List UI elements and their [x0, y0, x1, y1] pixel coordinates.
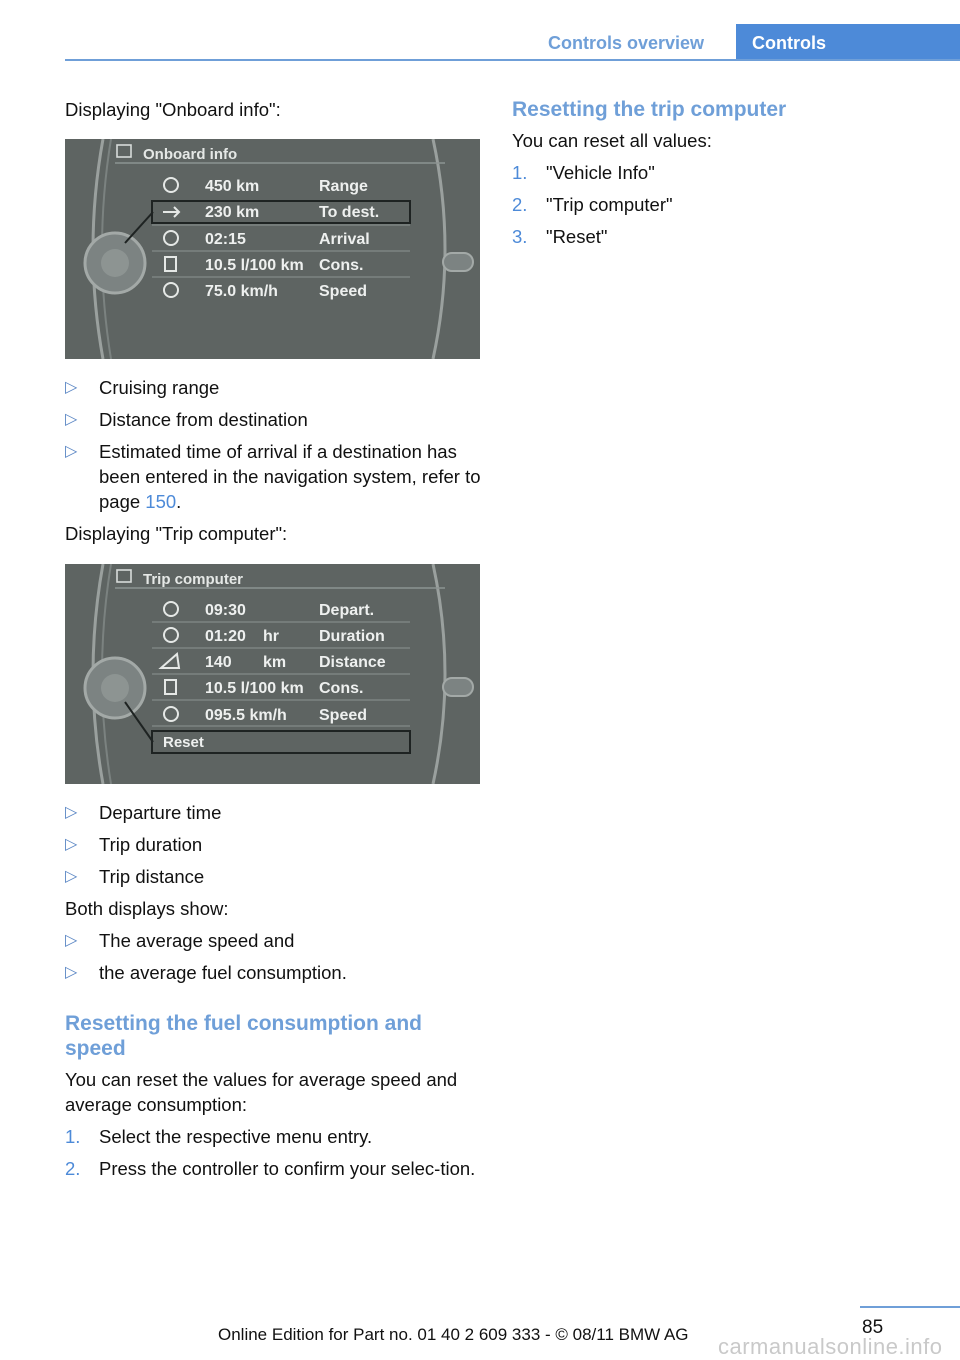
triangle-bullet-icon: ▷ [65, 804, 78, 821]
list-item: ▷ Trip distance [65, 866, 205, 887]
svg-text:Speed: Speed [319, 707, 368, 724]
svg-text:01:20: 01:20 [205, 628, 246, 645]
list-item: ▷ Departure time [65, 802, 222, 823]
list-item: ▷ Cruising range [65, 377, 220, 398]
svg-text:km: km [263, 654, 287, 671]
svg-text:10.5 l/100 km: 10.5 l/100 km [205, 680, 304, 697]
both-displays-text: Both displays show: [65, 898, 229, 919]
intro-onboard: Displaying "Onboard info": [65, 99, 281, 120]
svg-text:Speed: Speed [319, 283, 368, 300]
header-tab-controls[interactable]: Controls [736, 24, 960, 61]
footer-rule [860, 1306, 960, 1308]
trip-computer-screenshot [65, 564, 480, 784]
heading-reset-trip: Resetting the trip computer [512, 98, 787, 121]
svg-text:Depart.: Depart. [319, 602, 375, 619]
triangle-bullet-icon: ▷ [65, 379, 78, 396]
svg-text:10.5 l/100 km: 10.5 l/100 km [205, 257, 304, 274]
svg-text:75.0 km/h: 75.0 km/h [205, 283, 278, 300]
step-item: 1. "Vehicle Info" [512, 162, 655, 183]
page-reference-link[interactable]: 150 [145, 491, 177, 512]
step-item: 3. "Reset" [512, 226, 608, 247]
triangle-bullet-icon: ▷ [65, 868, 78, 885]
right-column [512, 97, 932, 249]
left-column-top [65, 97, 485, 122]
svg-text:095.5 km/h: 095.5 km/h [205, 707, 287, 724]
onboard-screen-title: Onboard info [143, 146, 238, 163]
step-item: 1. Select the respective menu entry. [65, 1126, 373, 1147]
triangle-bullet-icon: ▷ [65, 836, 78, 853]
triangle-bullet-icon: ▷ [65, 964, 78, 981]
svg-text:230 km: 230 km [205, 204, 260, 221]
trip-reset-entry: Reset [163, 734, 204, 751]
svg-text:To dest.: To dest. [319, 204, 380, 221]
list-item: ▷ Distance from destination [65, 409, 308, 430]
edition-text: Online Edition for Part no. 01 40 2 609 333 - © 08/11 BMW AG [218, 1325, 689, 1344]
step-item: 2. "Trip computer" [512, 194, 673, 215]
heading-reset-fuel: Resetting the fuel consumption and speed [65, 1012, 423, 1060]
list-item: ▷ the average fuel consumption. [65, 962, 347, 983]
intro-trip: Displaying "Trip computer": [65, 523, 288, 544]
svg-text:Range: Range [319, 178, 368, 195]
triangle-bullet-icon: ▷ [65, 411, 78, 428]
svg-text:02:15: 02:15 [205, 231, 246, 248]
triangle-bullet-icon: ▷ [65, 932, 78, 949]
header-rule [65, 59, 960, 61]
svg-text:Cons.: Cons. [319, 680, 364, 697]
list-item: ▷ The average speed and [65, 930, 295, 951]
svg-text:09:30: 09:30 [205, 602, 246, 619]
svg-text:450 km: 450 km [205, 178, 260, 195]
page-number: 85 [862, 1317, 884, 1338]
svg-text:140: 140 [205, 654, 232, 671]
reset-intro: You can reset all values: [512, 130, 712, 151]
header-section-title: Controls overview [548, 33, 705, 53]
svg-text:Distance: Distance [319, 654, 386, 671]
svg-text:hr: hr [263, 628, 279, 645]
watermark: carmanualsonline.info [718, 1334, 943, 1359]
trip-screen-title: Trip computer [143, 571, 244, 588]
list-item: ▷ Estimated time of arrival if a destination has been entered in the navigation system, refer to page 150. [65, 441, 481, 512]
svg-text:Cons.: Cons. [319, 257, 364, 274]
list-item: ▷ Trip duration [65, 834, 203, 855]
svg-text:Duration: Duration [319, 628, 385, 645]
svg-text:Arrival: Arrival [319, 231, 370, 248]
onboard-info-screenshot [65, 139, 480, 359]
left-column-bottom [65, 800, 485, 1181]
step-item: 2. Press the controller to confirm your selec-tion. [65, 1158, 476, 1179]
triangle-bullet-icon: ▷ [65, 443, 78, 460]
fuel-intro: You can reset the values for average speed and average consumption: [65, 1069, 458, 1115]
left-column-middle [65, 375, 485, 546]
